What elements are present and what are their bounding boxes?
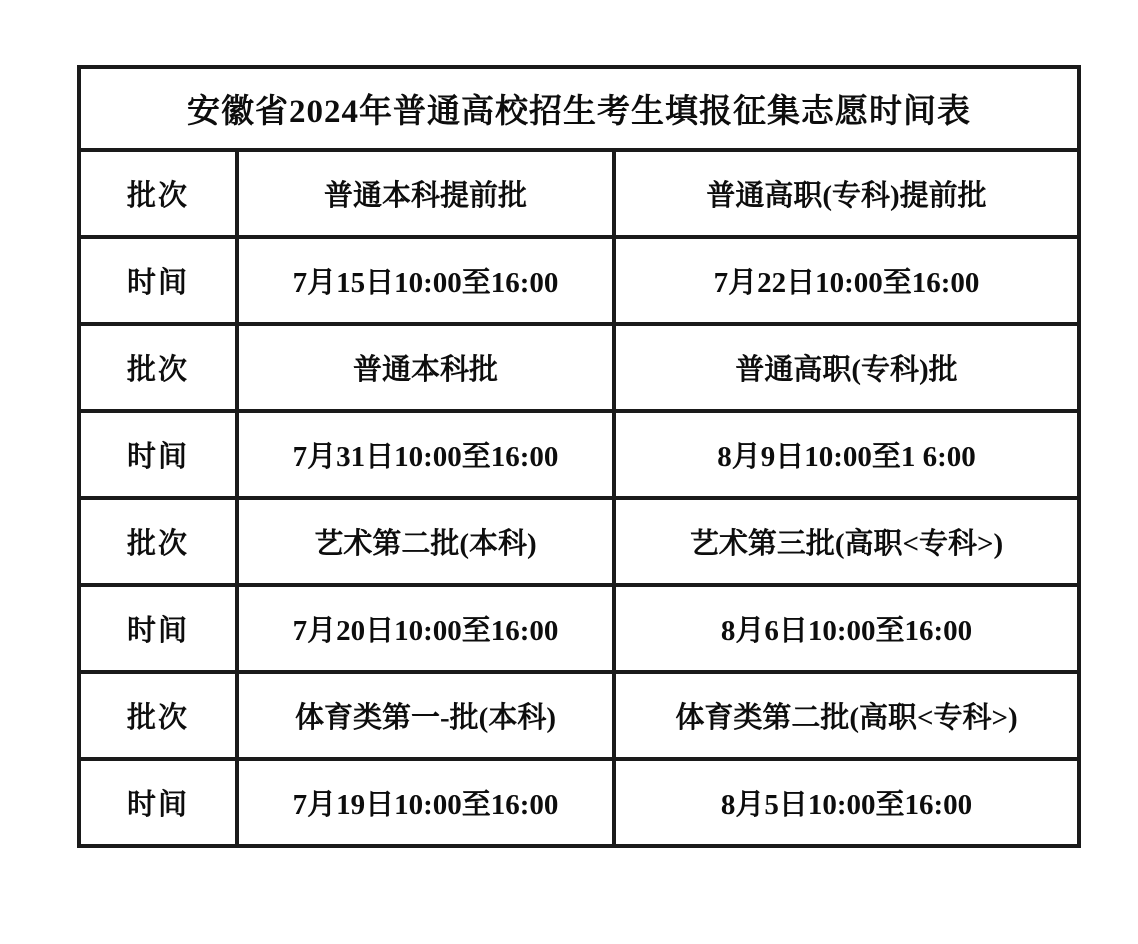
table-row-batch-3 [79,498,1079,585]
undergraduate-time-cell: 7月15日10:00至16:00 [237,237,614,324]
table-row-time-1 [79,237,1079,324]
art-time-zhuanke-cell: 8月6日10:00至16:00 [614,585,1079,672]
row-label-cell: 批次 [79,324,237,411]
row-label-cell: 时间 [79,237,237,324]
vocational-time-cell: 8月9日10:00至1 6:00 [614,411,1079,498]
row-label-cell: 时间 [79,585,237,672]
row-label-cell: 批次 [79,672,237,759]
art-batch-benke-cell: 艺术第二批(本科) [237,498,614,585]
sports-batch-benke-cell: 体育类第一-批(本科) [237,672,614,759]
table-row-time-4 [79,759,1079,846]
vocational-batch-cell: 普通高职(专科)批 [614,324,1079,411]
table-title-row [79,67,1079,150]
undergraduate-time-cell: 7月31日10:00至16:00 [237,411,614,498]
table-row-time-2 [79,411,1079,498]
row-label-cell: 时间 [79,411,237,498]
sports-time-benke-cell: 7月19日10:00至16:00 [237,759,614,846]
sports-time-zhuanke-cell: 8月5日10:00至16:00 [614,759,1079,846]
sports-batch-zhuanke-cell: 体育类第二批(高职<专科>) [614,672,1079,759]
row-label-cell: 批次 [79,150,237,237]
table-row-batch-2 [79,324,1079,411]
vocational-batch-cell: 普通高职(专科)提前批 [614,150,1079,237]
volunteer-schedule-table [77,65,1081,848]
table-row-batch-1 [79,150,1079,237]
art-time-benke-cell: 7月20日10:00至16:00 [237,585,614,672]
undergraduate-batch-cell: 普通本科提前批 [237,150,614,237]
table-row-batch-4 [79,672,1079,759]
undergraduate-batch-cell: 普通本科批 [237,324,614,411]
art-batch-zhuanke-cell: 艺术第三批(高职<专科>) [614,498,1079,585]
table-title: 安徽省2024年普通高校招生考生填报征集志愿时间表 [79,67,1079,150]
row-label-cell: 时间 [79,759,237,846]
table-row-time-3 [79,585,1079,672]
row-label-cell: 批次 [79,498,237,585]
vocational-time-cell: 7月22日10:00至16:00 [614,237,1079,324]
